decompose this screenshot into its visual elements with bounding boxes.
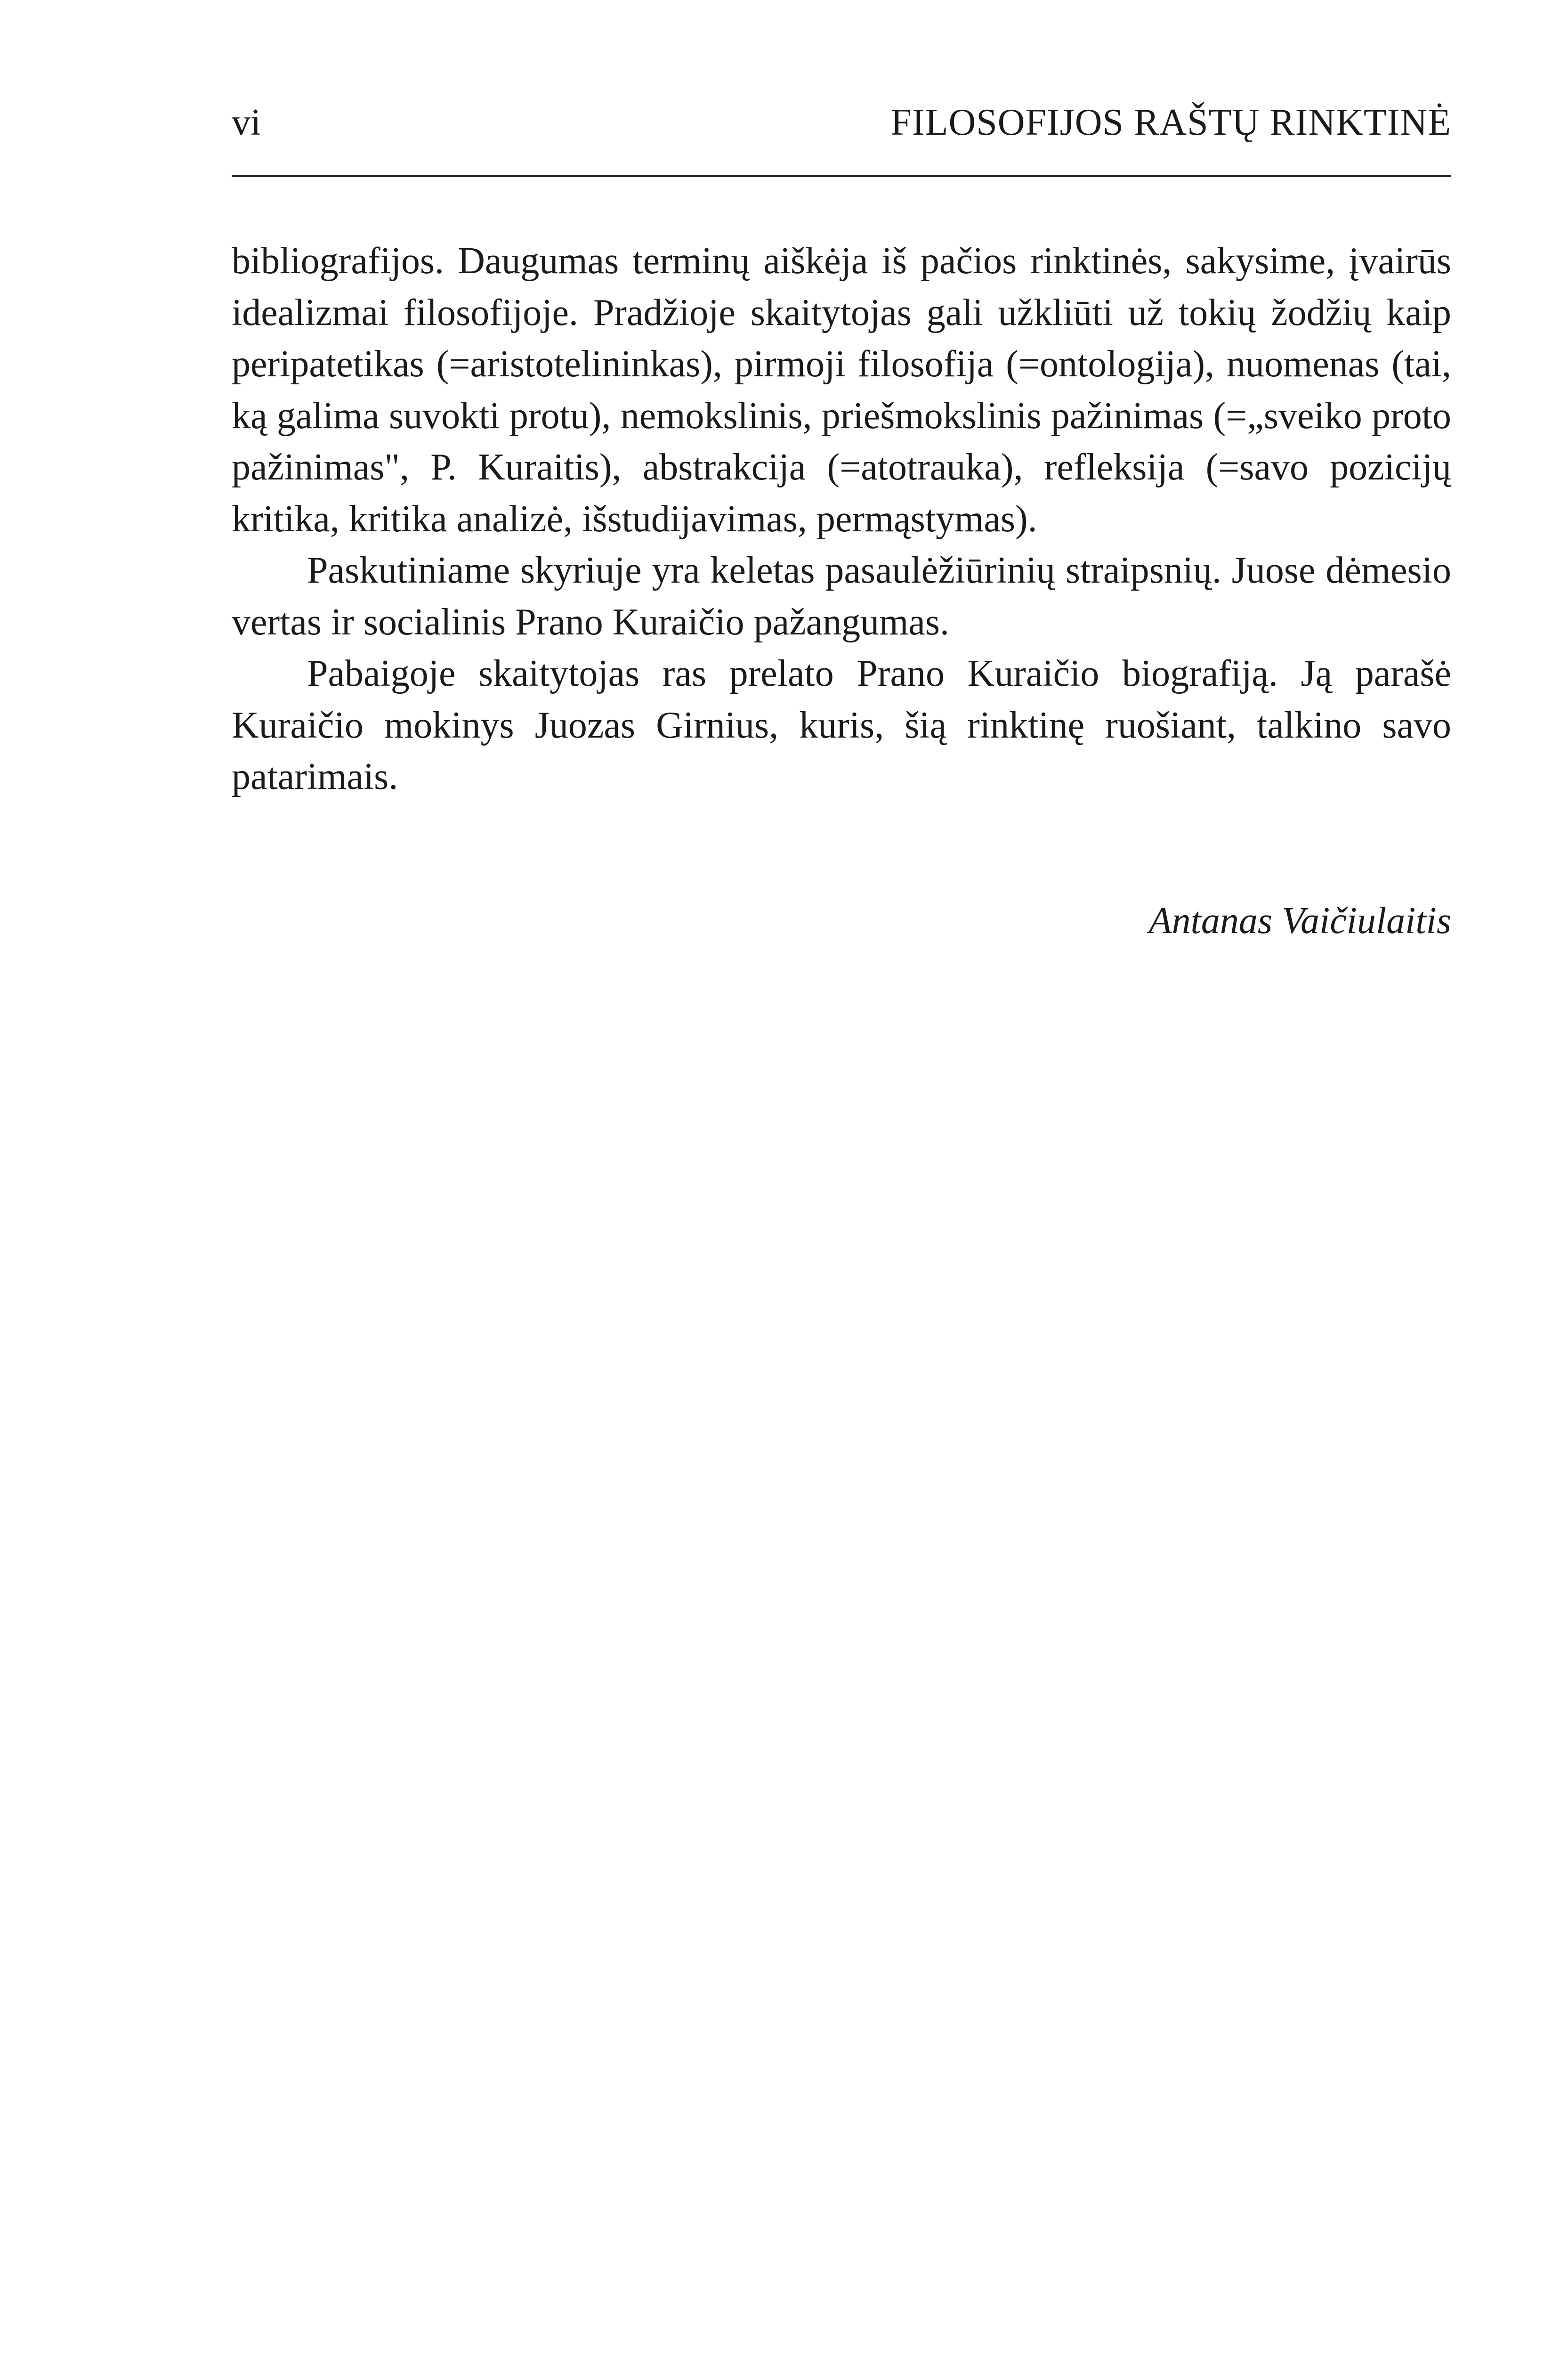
paragraph-2: Paskutiniame skyriuje yra keletas pasaulėžiūrinių straipsnių. Juose dėmesio vertas ir socialinis Prano Kuraičio pažangumas.: [232, 550, 1451, 643]
body-text: [232, 236, 1451, 803]
header-rule: [232, 175, 1451, 177]
page-header: [232, 97, 1451, 148]
running-head: FILOSOFIJOS RAŠTŲ RINKTINĖ: [890, 102, 1451, 143]
page-number: vi: [232, 102, 261, 143]
paragraph-3: Pabaigoje skaitytojas ras prelato Prano Kuraičio biografiją. Ją parašė Kuraičio mokinys Juozas Girnius, kuris, šią rinktinę ruošiant, talkino savo patarimais.: [232, 653, 1451, 797]
paragraph-1: bibliografijos. Daugumas terminų aiškėja iš pačios rinktinės, sakysime, įvairūs idealizmai filosofijoje. Pradžioje skaitytojas gali užkliūti už tokių žodžių kaip peripatetikas (=aristotelininkas), pirmoji filosofija (=ontologija), nuomenas (tai, ką galima suvokti protu), nemokslinis, priešmokslinis pažinimas (=„sveiko proto pažinimas", P. Kuraitis), abstrakcija (=atotrauka), refleksija (=savo pozicijų kritika, kritika analizė, išstudijavimas, permąstymas).: [232, 240, 1451, 540]
author-signature: Antanas Vaičiulaitis: [1148, 900, 1451, 942]
